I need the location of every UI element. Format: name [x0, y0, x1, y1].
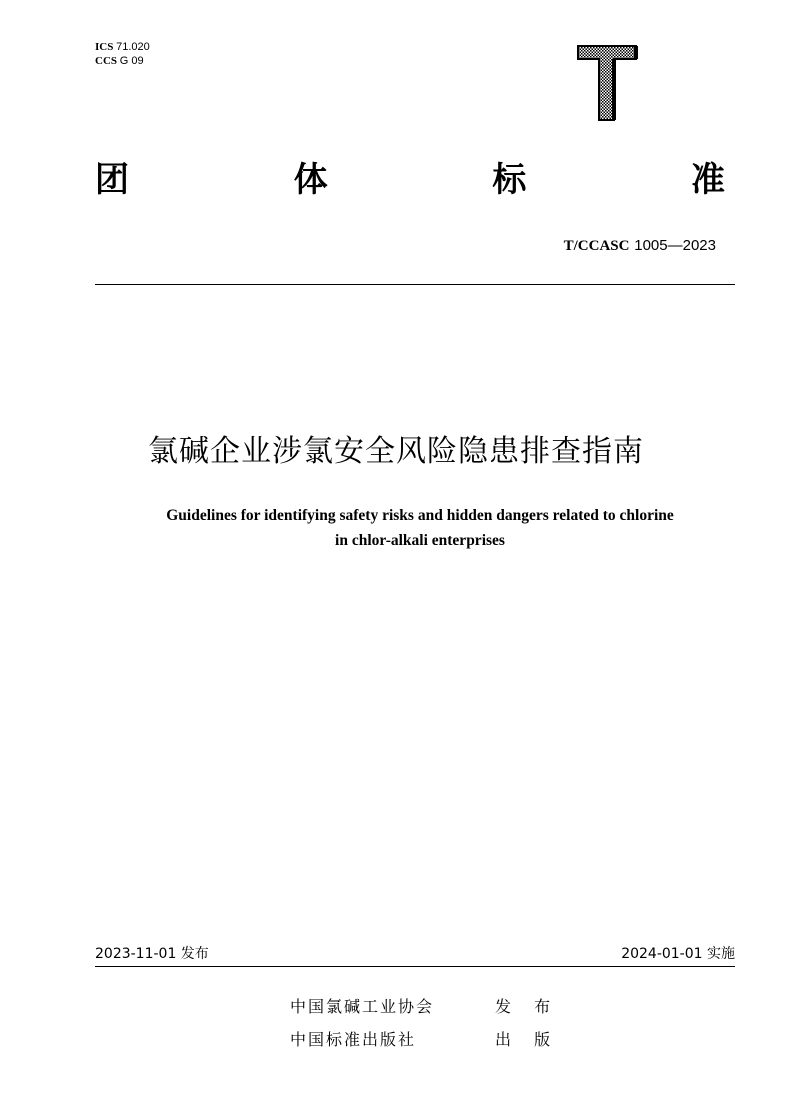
- standard-type-heading: [95, 158, 725, 202]
- standard-type-char: 体: [293, 160, 328, 200]
- publisher-role: 出 版: [495, 1030, 560, 1049]
- publisher-role: 发 布: [495, 997, 560, 1016]
- publisher-name: 中国标准出版社: [290, 1030, 417, 1049]
- standard-code-number: 1005—2023: [634, 237, 716, 254]
- publisher-name: 中国氯碱工业协会: [290, 997, 435, 1016]
- ics-code: [95, 40, 150, 54]
- ics-value: 71.020: [116, 41, 150, 53]
- ics-label: ICS: [95, 41, 114, 53]
- standard-logo-t-icon: [575, 44, 639, 122]
- classification-codes: [95, 40, 150, 68]
- release-date: 2023-11-01 发布: [95, 946, 209, 962]
- implementation-date: 2024-01-01 实施: [621, 946, 735, 962]
- publisher-row: [290, 1023, 559, 1056]
- title-chinese: 氯碱企业涉氯安全风险隐患排查指南: [148, 434, 644, 469]
- ccs-value: G 09: [119, 55, 144, 67]
- ccs-label: CCS: [95, 55, 118, 67]
- standard-type-char: 标: [492, 160, 527, 200]
- standard-type-char: 团: [95, 160, 129, 200]
- standard-code-prefix: T/CCASC: [563, 238, 630, 254]
- title-english: [60, 503, 780, 553]
- footer-divider: [95, 966, 735, 967]
- title-english-line1: Guidelines for identifying safety risks and hidden dangers related to chlorine: [166, 507, 674, 524]
- publisher-row: [290, 990, 559, 1023]
- title-english-line2: in chlor-alkali enterprises: [335, 532, 505, 549]
- ccs-code: [95, 54, 150, 68]
- standard-type-char: 准: [690, 160, 725, 200]
- header-divider: [95, 284, 735, 285]
- publisher-block: [290, 990, 559, 1056]
- standard-code: [564, 235, 716, 256]
